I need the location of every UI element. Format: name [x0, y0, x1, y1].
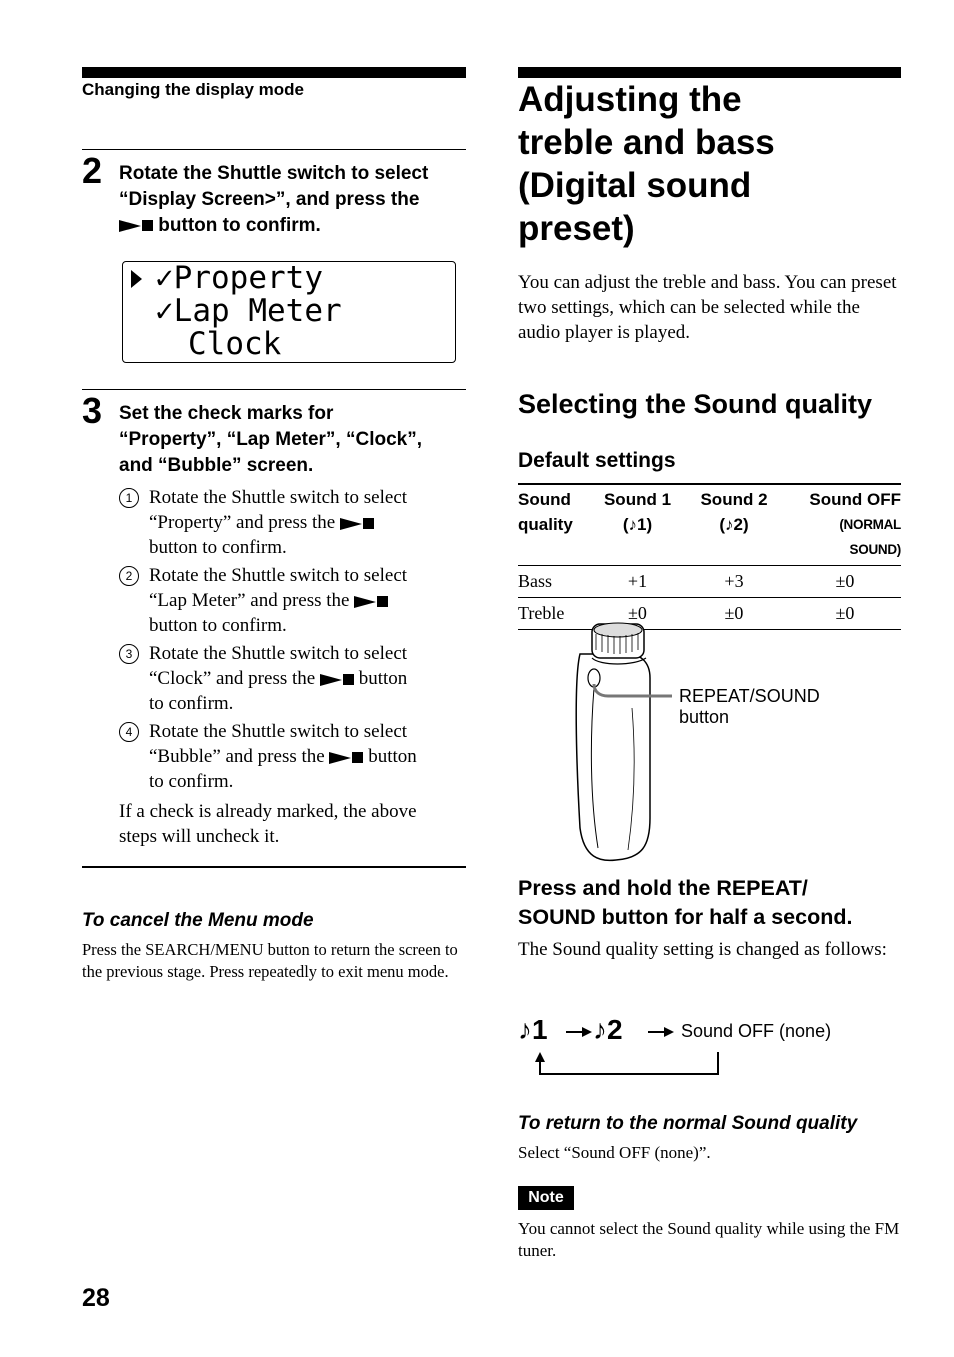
substep-line: [149, 744, 469, 769]
uncheck-note-line: If a check is already marked, the above: [119, 801, 417, 822]
section-rule: [518, 67, 901, 78]
substep-text: “Lap Meter” and press the: [149, 590, 350, 611]
play-icon: [119, 220, 141, 232]
page-title: [518, 78, 908, 250]
substep-line: Rotate the Shuttle switch to select: [149, 565, 408, 586]
stop-icon: [377, 596, 388, 607]
cursor-triangle-icon: [131, 270, 142, 288]
substep-line: to confirm.: [149, 771, 234, 792]
title-line: treble and bass: [518, 123, 775, 162]
sound-1-label: ♪1: [518, 1014, 548, 1045]
step-2-line: [119, 213, 428, 239]
substep-line: button to confirm.: [149, 537, 287, 558]
play-icon: [329, 752, 351, 764]
page-number: 28: [82, 1284, 110, 1312]
table-cell: Treble: [518, 598, 596, 630]
circled-number: 1: [119, 488, 139, 508]
lcd-display: [122, 261, 456, 363]
title-line: (Digital sound: [518, 166, 752, 205]
table-header: [679, 484, 789, 566]
section-rule: [82, 67, 466, 78]
title-line: preset): [518, 209, 635, 248]
return-loop-arrow: [534, 1050, 724, 1078]
instruction-body: The Sound quality setting is changed as follows:: [518, 939, 887, 960]
divider: [82, 389, 466, 390]
instruction-heading: [518, 874, 908, 932]
divider: [82, 866, 466, 868]
stop-icon: [352, 752, 363, 763]
step-2-text: [119, 161, 428, 239]
table-cell: ±0: [679, 598, 789, 630]
callout-text: REPEAT/SOUND: [679, 686, 820, 706]
check-icon: ✓: [155, 260, 174, 296]
header-text: Sound: [518, 490, 571, 509]
header-text: Sound 2: [700, 490, 768, 509]
lcd-line-property: [155, 262, 323, 295]
substep-text: button: [358, 668, 408, 689]
play-icon: [340, 518, 362, 530]
substep-line: [149, 666, 469, 691]
step-3-text: [119, 401, 422, 479]
cancel-body: Press the SEARCH/MENU button to return the screen to the previous stage. Press repeatedly to exit menu mode.: [82, 940, 458, 981]
subsection-heading: Default settings: [518, 449, 676, 472]
table-row: [518, 566, 901, 598]
header-text: Sound 1: [603, 490, 672, 509]
circled-number: 4: [119, 722, 139, 742]
step-2-line: “Display Screen>”, and press the: [119, 189, 420, 210]
table-cell: +1: [596, 566, 679, 598]
header-text: (NORMAL SOUND): [839, 517, 901, 557]
cancel-heading: To cancel the Menu mode: [82, 910, 314, 931]
audio-player-illustration: [572, 618, 672, 864]
header-text: (♪1): [622, 515, 653, 534]
substep-line: Rotate the Shuttle switch to select: [149, 487, 408, 508]
table-cell: +3: [679, 566, 789, 598]
substep-line: to confirm.: [149, 693, 234, 714]
section-heading: Selecting the Sound quality: [518, 389, 873, 419]
step-number-3: 3: [82, 390, 103, 431]
divider: [82, 149, 466, 150]
table-header: [596, 484, 679, 566]
substep-text: “Bubble” and press the: [149, 746, 325, 767]
circled-number: 3: [119, 644, 139, 664]
return-heading: To return to the normal Sound quality: [518, 1113, 858, 1134]
play-icon: [320, 674, 342, 686]
uncheck-note-line: steps will uncheck it.: [119, 826, 280, 847]
sound-off-label: Sound OFF (none): [681, 1021, 832, 1041]
check-icon: ✓: [155, 293, 174, 329]
substep-line: [149, 510, 469, 535]
substep-line: Rotate the Shuttle switch to select: [149, 721, 408, 742]
header-text: quality: [518, 515, 573, 534]
lcd-line-lap-meter: [155, 295, 342, 328]
lcd-text: Property: [173, 260, 323, 296]
repeat-sound-button-label: [679, 686, 820, 728]
note-body: You cannot select the Sound quality while using the FM tuner.: [518, 1219, 900, 1260]
circled-number: 2: [119, 566, 139, 586]
stop-icon: [343, 674, 354, 685]
substep-line: Rotate the Shuttle switch to select: [149, 643, 408, 664]
lcd-text: Lap Meter: [173, 293, 342, 329]
table-cell: ±0: [596, 598, 679, 630]
substep-text: button: [368, 746, 417, 767]
table-header: [789, 484, 901, 566]
instruction-heading-line: SOUND button for half a second.: [518, 905, 853, 929]
section-label: Changing the display mode: [82, 80, 304, 99]
note-badge: Note: [518, 1186, 574, 1210]
substep-line: button to confirm.: [149, 615, 287, 636]
uncheck-note: [119, 799, 417, 849]
step-2-line: Rotate the Shuttle switch to select: [119, 163, 429, 184]
table-header: [518, 484, 596, 566]
substep-line: [149, 588, 469, 613]
title-line: Adjusting the: [518, 80, 742, 119]
table-cell: ±0: [789, 566, 901, 598]
step-number-2: 2: [82, 150, 103, 191]
step-3-line: “Property”, “Lap Meter”, “Clock”,: [119, 429, 423, 450]
lcd-line-clock: Clock: [188, 326, 282, 362]
table-cell: ±0: [789, 598, 901, 630]
instruction-heading-line: Press and hold the REPEAT/: [518, 876, 808, 900]
step-3-line: Set the check marks for: [119, 403, 334, 424]
stop-icon: [142, 220, 153, 231]
arrow-right-icon: [648, 1026, 674, 1038]
substep-text: “Clock” and press the: [149, 668, 316, 689]
intro-paragraph: You can adjust the treble and bass. You can preset two settings, which can be selected while the audio player is played.: [518, 272, 897, 343]
default-settings-table: [518, 483, 901, 630]
header-text: Sound OFF: [809, 490, 901, 509]
substep-text: “Property” and press the: [149, 512, 336, 533]
play-icon: [354, 596, 376, 608]
arrow-right-icon: [566, 1026, 592, 1038]
stop-icon: [363, 518, 374, 529]
return-body: Select “Sound OFF (none)”.: [518, 1143, 711, 1162]
table-cell: Bass: [518, 566, 596, 598]
sound-2-label: ♪2: [593, 1014, 623, 1045]
step-2-line-text: button to confirm.: [158, 215, 321, 236]
step-3-line: and “Bubble” screen.: [119, 455, 314, 476]
callout-text: button: [679, 707, 730, 727]
table-header-row: [518, 484, 901, 566]
header-text: (♪2): [719, 515, 749, 534]
